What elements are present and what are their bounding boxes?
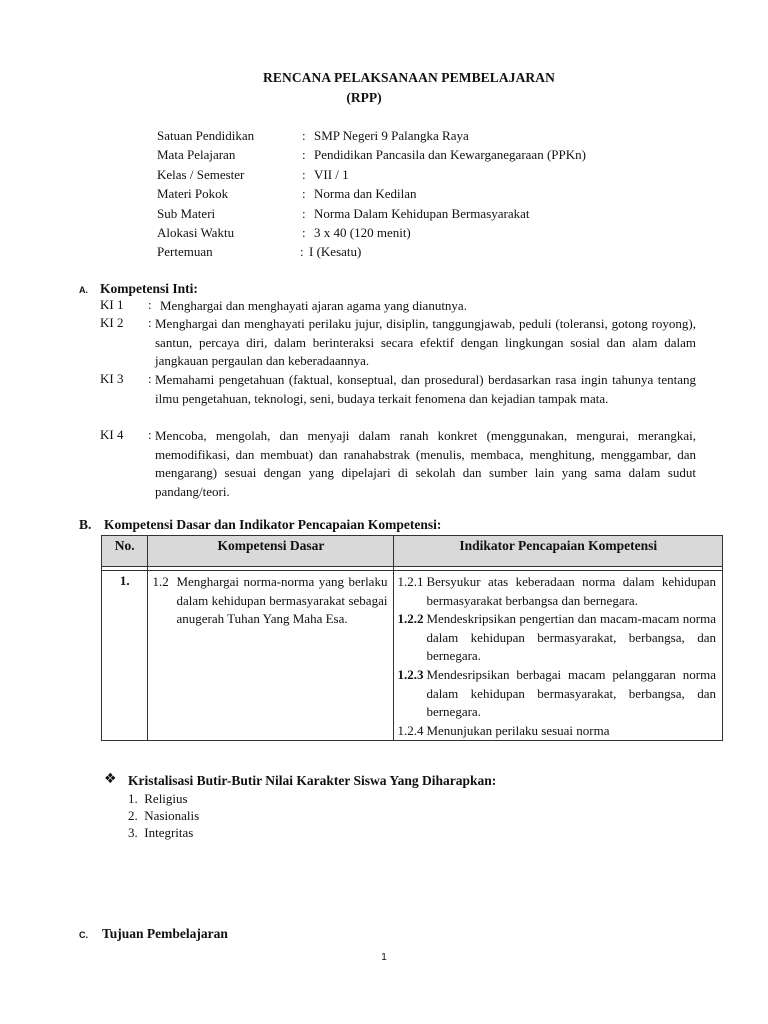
list-item: [128, 790, 199, 807]
kristalisasi-list: [128, 790, 199, 841]
competency-table: [101, 535, 723, 741]
header-indikator: Indikator Pencapaian Kompetensi: [394, 536, 723, 567]
ki-item: [100, 427, 696, 502]
identity-colon: :: [302, 166, 306, 182]
identity-colon: :: [302, 224, 306, 240]
page-number: 1: [381, 952, 387, 963]
ki-colon: :: [148, 371, 152, 386]
identity-label: Materi Pokok: [157, 186, 229, 202]
section-b-title: Kompetensi Dasar dan Indikator Pencapaian Kompetensi:: [104, 517, 442, 532]
document-subtitle-text: (RPP): [346, 90, 382, 105]
identity-label: Sub Materi: [157, 205, 216, 221]
identity-colon: :: [302, 205, 306, 221]
ki-item: [100, 371, 696, 427]
indicator-text: Bersyukur atas keberadaan norma dalam kehidupan bermasyarakat berbangsa dan bernegara.: [426, 574, 716, 608]
indicator-number: 1.2.1: [397, 574, 424, 589]
list-item: [128, 824, 199, 841]
section-a-title: Kompetensi Inti:: [100, 281, 198, 296]
identity-value: Pendidikan Pancasila dan Kewarganegaraan (PPKn): [314, 147, 586, 163]
indicator-number: 1.2.3: [397, 666, 424, 682]
indicator-item: [394, 666, 722, 722]
kd-text: Menghargai norma-norma yang berlaku dalam kehidupan bermasyarakat sebagai anugerah Tuhan Yang Maha Esa.: [176, 574, 388, 627]
list-item-number: 1.: [128, 791, 138, 806]
identity-colon: :: [300, 244, 304, 260]
identity-value: Norma dan Kedilan: [314, 186, 417, 202]
identity-value: VII / 1: [314, 166, 349, 182]
indicator-text: Mendesripsikan berbagai macam pelanggaran norma dalam kehidupan bermasyarakat, berbangsa, dan bernegara.: [426, 666, 716, 720]
list-item-text: Religius: [144, 791, 188, 806]
header-no: No.: [102, 536, 148, 567]
indicator-list: [394, 571, 722, 740]
ki-code: KI 1: [100, 297, 124, 312]
ki-text: Menghargai dan menghayati perilaku jujur, disiplin, tanggungjawab, peduli (toleransi, gotong royong), santun, percaya diri, dalam berinteraksi secara efektif dengan lingkungan sosial dan alam dalam jangkauan pergaulan dan keberadaannya.: [155, 316, 696, 369]
ki-code: KI 4: [100, 427, 124, 442]
ki-text: Memahami pengetahuan (faktual, konseptual, dan prosedural) berdasarkan rasa ingin tahunya tentang ilmu pengetahuan, teknologi, seni, budaya terkait fenomena dan kejadian tampak mata.: [155, 372, 696, 406]
row-number: 1.: [102, 571, 148, 741]
section-c-title: Tujuan Pembelajaran: [102, 926, 228, 941]
identity-colon: :: [302, 147, 306, 163]
ki-colon: :: [148, 297, 152, 312]
indicator-item: [394, 573, 722, 610]
section-c-marker: C.: [79, 930, 88, 940]
kd-item: [148, 571, 393, 629]
indicator-item: [394, 722, 722, 741]
list-item-number: 2.: [128, 808, 138, 823]
kristalisasi-title: Kristalisasi Butir-Butir Nilai Karakter Siswa Yang Diharapkan:: [128, 773, 497, 788]
ki-item: [100, 297, 696, 316]
section-b-marker: B.: [79, 517, 92, 532]
identity-label: Satuan Pendidikan: [157, 128, 255, 143]
kd-cell: [148, 571, 394, 741]
identity-value: 3 x 40 (120 menit): [314, 224, 411, 240]
table-row: [102, 571, 723, 741]
ki-text: Menghargai dan menghayati ajaran agama yang dianutnya.: [160, 298, 467, 313]
indicator-item: [394, 610, 722, 666]
diamond-bullet-icon: ❖: [104, 771, 117, 787]
identity-colon: :: [302, 186, 306, 202]
list-item-text: Nasionalis: [144, 808, 200, 823]
section-a-marker: A.: [79, 285, 88, 295]
document-title: RENCANA PELAKSANAAN PEMBELAJARAN: [263, 70, 555, 85]
indicator-number: 1.2.2: [397, 611, 424, 627]
ki-colon: :: [148, 427, 152, 442]
ki-code: KI 2: [100, 315, 124, 330]
identity-value: I (Kesatu): [309, 244, 362, 260]
identity-label: Pertemuan: [157, 244, 213, 260]
kd-number: 1.2: [152, 574, 169, 589]
indicator-cell: [394, 571, 723, 741]
ki-colon: :: [148, 315, 152, 330]
table-header-row: [102, 536, 723, 567]
identity-label: Kelas / Semester: [157, 166, 245, 182]
indicator-text: Menunjukan perilaku sesuai norma: [426, 722, 610, 738]
identity-colon: :: [302, 128, 306, 143]
header-kompetensi-dasar: Kompetensi Dasar: [148, 536, 394, 567]
ki-item: [100, 315, 696, 371]
ki-code: KI 3: [100, 371, 124, 386]
indicator-text: Mendeskripsikan pengertian dan macam-macam norma dalam kehidupan bermasyarakat, berbangsa, dan bernegara.: [426, 611, 716, 664]
identity-value: SMP Negeri 9 Palangka Raya: [314, 128, 469, 143]
ki-text: Mencoba, mengolah, dan menyaji dalam ranah konkret (menggunakan, mengurai, merangkai, memodifikasi, dan membuat) dan ranahabstrak (menulis, membaca, menghitung, menggambar, dan mengarang) sesuai dengan yang dipelajari di sekolah dan sumber lain yang sama dalam sudut pandang/teori.: [155, 428, 696, 499]
indicator-number: 1.2.4: [397, 722, 424, 738]
document-subtitle: [0, 90, 768, 106]
identity-value: Norma Dalam Kehidupan Bermasyarakat: [314, 205, 530, 221]
list-item-text: Integritas: [144, 825, 194, 840]
list-item-number: 3.: [128, 825, 138, 840]
identity-label: Alokasi Waktu: [157, 224, 235, 240]
identity-label: Mata Pelajaran: [157, 147, 236, 163]
list-item: [128, 807, 199, 824]
